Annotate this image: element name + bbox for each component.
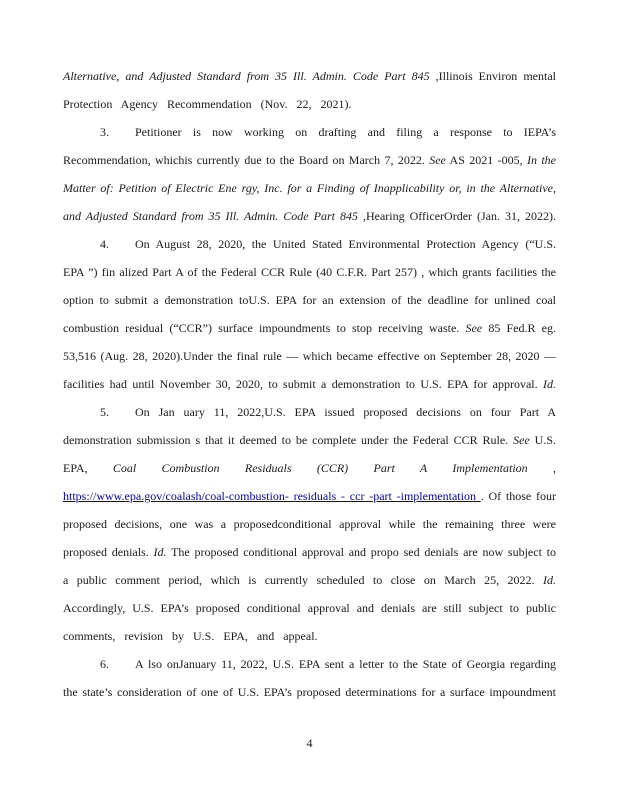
hyperlink[interactable]: https://www.epa.gov/coalash/coal-combustion- residuals - ccr -part -implementation <box>63 489 481 503</box>
text-line <box>63 482 556 510</box>
text-line <box>63 370 556 398</box>
text-segment: comments, revision by U.S. EPA, and appeal. <box>63 629 318 643</box>
text-line <box>63 146 556 174</box>
text-line <box>63 566 556 594</box>
italic-text-segment: Id. <box>153 545 167 559</box>
paragraph-3 <box>63 118 556 230</box>
text-line <box>63 342 556 370</box>
paragraph-number: 4. <box>100 237 109 251</box>
text-line <box>63 62 556 90</box>
italic-text-segment: In the <box>526 153 556 167</box>
italic-text-segment: Coal Combustion Residuals (CCR) Part A Implementation <box>112 461 528 475</box>
text-segment: , <box>527 461 557 475</box>
document-body <box>63 62 556 706</box>
text-segment: ,Illinois Environ mental <box>429 69 556 83</box>
text-line <box>63 230 556 258</box>
text-line <box>63 398 556 426</box>
text-segment: U.S. <box>529 433 556 447</box>
text-segment: Protection Agency Recommendation (Nov. 22, 2021). <box>63 97 352 111</box>
text-segment: a public comment period, which is currently scheduled to close on March 25, 2022. <box>63 573 543 587</box>
text-line <box>63 454 556 482</box>
text-segment: Recommendation, whichis currently due to the Board on March 7, 2022. <box>63 153 430 167</box>
text-segment: On Jan uary 11, 2022,U.S. EPA issued proposed decisions on four Part A <box>135 405 556 419</box>
text-segment: the state’s consideration of one of U.S. EPA’s proposed determinations for a surface impoundment <box>63 685 556 699</box>
italic-text-segment: See <box>513 433 530 447</box>
text-line <box>63 258 556 286</box>
text-segment: proposed denials. <box>63 545 154 559</box>
text-line <box>63 202 556 230</box>
text-line <box>63 90 556 118</box>
text-line <box>63 538 556 566</box>
text-segment: combustion residual (“CCR”) surface impoundments to stop receiving waste. <box>63 321 466 335</box>
text-segment: ,Hearing OfficerOrder (Jan. 31, 2022). <box>357 209 556 223</box>
text-segment: option to submit a demonstration toU.S. EPA for an extension of the deadline for unlined coal <box>63 293 556 307</box>
text-segment: The proposed conditional approval and propo sed denials are now subject to <box>166 545 556 559</box>
paragraph-number: 6. <box>100 657 109 671</box>
paragraph-number: 3. <box>100 125 109 139</box>
text-line <box>63 286 556 314</box>
text-line <box>63 314 556 342</box>
text-segment: EPA, <box>63 461 113 475</box>
text-segment: demonstration submission s that it deemed to be complete under the Federal CCR Rule. <box>63 433 514 447</box>
text-segment: AS 2021 -005, <box>445 153 527 167</box>
text-line <box>63 678 556 706</box>
text-line <box>63 650 556 678</box>
italic-text-segment: Id. <box>543 377 556 391</box>
text-line <box>63 118 556 146</box>
text-segment: 53,516 (Aug. 28, 2020).Under the final rule — which became effective on September 28, 2020 — <box>63 349 556 363</box>
italic-text-segment: Alternative, and Adjusted Standard from 35 Ill. Admin. Code Part 845 <box>63 69 430 83</box>
text-segment: On August 28, 2020, the United Stated Environmental Protection Agency (“U.S. <box>135 237 556 251</box>
text-segment: A lso onJanuary 11, 2022, U.S. EPA sent a letter to the State of Georgia regarding <box>135 657 556 671</box>
text-segment: Petitioner is now working on drafting and filing a response to IEPA’s <box>135 125 556 139</box>
text-line <box>63 426 556 454</box>
continuation-paragraph <box>63 62 556 118</box>
paragraph-number: 5. <box>100 405 109 419</box>
italic-text-segment: and Adjusted Standard from 35 Ill. Admin. Code Part 845 <box>63 209 358 223</box>
text-line <box>63 594 556 622</box>
page-number: 4 <box>306 736 313 750</box>
italic-text-segment: See <box>429 153 446 167</box>
paragraph-5 <box>63 398 556 650</box>
text-segment: proposed decisions, one was a proposedconditional approval while the remaining three were <box>63 517 556 531</box>
text-segment: Accordingly, U.S. EPA’s proposed conditional approval and denials are still subject to public <box>63 601 556 615</box>
paragraph-6 <box>63 650 556 706</box>
text-line <box>63 622 556 650</box>
paragraph-4 <box>63 230 556 398</box>
italic-text-segment: Id. <box>543 573 556 587</box>
text-segment: 85 Fed.R eg. <box>482 321 556 335</box>
text-segment: EPA ”) fin alized Part A of the Federal CCR Rule (40 C.F.R. Part 257) , which grants facilities the <box>63 265 556 279</box>
text-line <box>63 510 556 538</box>
text-segment: . Of those four <box>480 489 557 503</box>
italic-text-segment: Matter of: Petition of Electric Ene rgy, Inc. for a Finding of Inapplicability or, in the Alternative, <box>63 181 556 195</box>
text-line <box>63 174 556 202</box>
italic-text-segment: See <box>465 321 483 335</box>
text-segment: facilities had until November 30, 2020, to submit a demonstration to U.S. EPA for approval. <box>63 377 543 391</box>
